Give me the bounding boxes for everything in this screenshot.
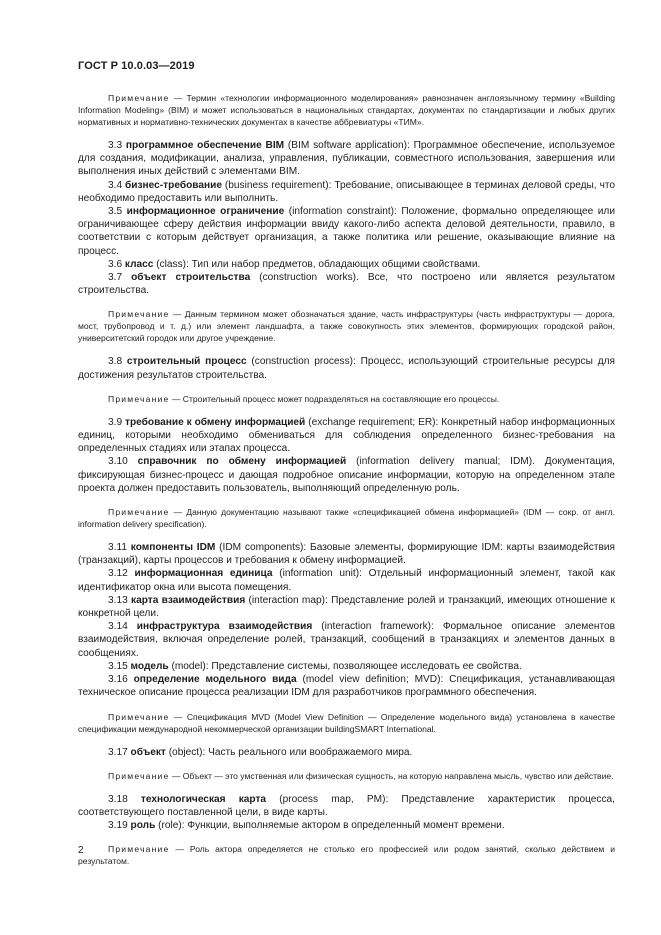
term-number: 3.19 bbox=[108, 820, 131, 832]
term-definition bbox=[78, 673, 615, 699]
term-number: 3.14 bbox=[108, 621, 137, 633]
page-number: 2 bbox=[78, 845, 84, 856]
term-definition bbox=[78, 541, 615, 567]
note-paragraph bbox=[78, 506, 615, 530]
term-name: класс bbox=[124, 258, 154, 270]
note-text: — Данную документацию называют также «спецификацией обмена информацией» (IDM — сокр. от англ. information delivery specification). bbox=[78, 507, 615, 530]
note-label: Примечание bbox=[108, 770, 170, 781]
term-definition bbox=[78, 793, 615, 819]
term-number: 3.11 bbox=[108, 542, 131, 554]
note-text: — Спецификация MVD (Model View Definition — Определение модельного вида) установлена в качестве спецификации международной некоммерческой организации buildingSMART International. bbox=[78, 711, 615, 734]
term-text: (interaction framework): Формальное описание элементов взаимодействия, включая определение ролей, транзакций, сообщений в транзакциях и элементов данных в сообщениях. bbox=[78, 621, 615, 659]
note-paragraph bbox=[78, 711, 615, 735]
term-definition bbox=[78, 416, 615, 456]
term-text: (construction works). Все, что построено или является результатом строительства. bbox=[78, 272, 615, 297]
term-name: объект bbox=[130, 746, 166, 758]
term-name: информационное ограничение bbox=[126, 206, 285, 218]
term-definition bbox=[78, 258, 615, 271]
term-definition bbox=[78, 179, 615, 205]
term-definition bbox=[78, 455, 615, 495]
term-number: 3.3 bbox=[108, 140, 126, 151]
term-name: строительный процесс bbox=[126, 356, 247, 368]
note-label: Примечание bbox=[108, 844, 170, 855]
term-text: (exchange requirement; ER): Конкретный набор информационных единиц, которыми необходимо обмениваться для соблюдения определенного бизнес-требования на определенных стадиях или этапах процесса. bbox=[78, 416, 616, 455]
note-text: — Данным термином может обозначаться здание, часть инфраструктуры (часть инфраструктуры — дорога, мост, трубопровод и т. д.) или элемент ландшафта, а также совокупность этих элементов, формирующих городской район, университетский городок или другое учреждение. bbox=[78, 309, 615, 344]
note-text: — Строительный процесс может подразделяться на составляющие его процессы. bbox=[169, 393, 500, 404]
note-text: — Объект — это умственная или физическая сущность, на которую направлена мысль, чувство или действие. bbox=[169, 770, 614, 781]
note-text: — Роль актора определяется не столько его профессией или родом занятий, сколько действием и результатом. bbox=[78, 844, 615, 867]
term-definition bbox=[78, 660, 615, 673]
term-name: определение модельного вида bbox=[133, 674, 297, 686]
term-definition bbox=[78, 355, 615, 381]
term-text: (interaction map): Представление ролей и транзакций, имеющих отношение к конкретной цели. bbox=[78, 594, 615, 620]
term-definition bbox=[78, 746, 615, 759]
term-definition bbox=[78, 620, 615, 660]
term-name: информационная единица bbox=[134, 568, 273, 580]
term-name: технологическая карта bbox=[140, 793, 267, 805]
term-definition bbox=[78, 271, 615, 297]
note-paragraph bbox=[78, 843, 615, 867]
term-number: 3.13 bbox=[108, 594, 131, 606]
note-label: Примечание bbox=[108, 393, 170, 404]
note-paragraph bbox=[78, 92, 615, 128]
term-number: 3.10 bbox=[108, 456, 138, 468]
term-name: справочник по обмену информацией bbox=[137, 456, 347, 468]
term-number: 3.16 bbox=[108, 674, 134, 686]
note-label: Примечание bbox=[108, 507, 170, 518]
term-number: 3.18 bbox=[108, 793, 141, 805]
term-name: роль bbox=[130, 820, 156, 832]
document-header: ГОСТ Р 10.0.03—2019 bbox=[78, 60, 195, 72]
term-definition bbox=[78, 819, 615, 832]
term-text: (IDM components): Базовые элементы, формирующие IDM: карты взаимодействия (транзакций), карты процессов и требования к обмену информацией. bbox=[78, 542, 615, 567]
term-text: (BIM software application): Программное обеспечение, используемое для создания, модификации, анализа, управления, публикации, совместного использования, завершения или выполнения иных действий с элементами BIM. bbox=[78, 140, 616, 178]
term-text: (role): Функции, выполняемые актором в определенный момент времени. bbox=[155, 820, 505, 832]
note-label: Примечание bbox=[108, 309, 170, 320]
term-text: (object): Часть реального или воображаемого мира. bbox=[165, 746, 413, 758]
note-label: Примечание bbox=[108, 93, 170, 103]
term-number: 3.17 bbox=[108, 746, 131, 758]
note-text: — Термин «технологии информационного моделирования» равнозначен англоязычному термину «Building Information Modeling» (BIM) и может использоваться в национальных стандартах, документах по стандартизации и любых других нормативных и нормативно-технических документах в качестве аббревиатуры «ТИМ». bbox=[78, 93, 615, 127]
term-number: 3.15 bbox=[108, 660, 131, 672]
term-definition bbox=[78, 205, 615, 258]
term-text: (model): Представление системы, позволяющее исследовать ее свойства. bbox=[168, 660, 522, 672]
note-paragraph bbox=[78, 308, 615, 344]
document-body bbox=[78, 92, 615, 878]
term-name: модель bbox=[130, 660, 169, 672]
term-text: (information unit): Отдельный информационный элемент, такой как идентификатор окна или высота помещения. bbox=[78, 568, 615, 593]
term-number: 3.6 bbox=[108, 258, 125, 270]
term-number: 3.9 bbox=[108, 416, 125, 428]
note-paragraph bbox=[78, 770, 615, 782]
term-text: (class): Тип или набор предметов, обладающих общими свойствами. bbox=[153, 258, 481, 270]
note-label: Примечание bbox=[108, 711, 170, 722]
term-text: (process map, PM): Представление характеристик процесса, соответствующего поставленной цели, в виде карты. bbox=[78, 793, 615, 818]
term-name: программное обеспечение BIM bbox=[125, 140, 285, 151]
term-name: требование к обмену информацией bbox=[124, 416, 306, 428]
term-definition bbox=[78, 594, 615, 620]
term-definition bbox=[78, 567, 615, 593]
term-text: (information constraint): Положение, формально определяющее или ограничивающее сферу действия информации ввиду какого-либо аспекта деловой деятельности, правило, в соответствии с которым действует организация, а также политика или решение, оказывающие влияние на процесс. bbox=[78, 206, 615, 257]
term-text: (model view definition; MVD): Спецификация, устанавливающая техническое описание процесса реализации IDM для разработчиков программного обеспечения. bbox=[78, 674, 615, 699]
term-name: объект строительства bbox=[131, 272, 251, 284]
term-number: 3.4 bbox=[108, 179, 126, 191]
term-number: 3.8 bbox=[108, 356, 127, 368]
term-number: 3.7 bbox=[108, 272, 132, 284]
term-number: 3.5 bbox=[108, 206, 127, 218]
term-definition bbox=[78, 139, 615, 179]
term-number: 3.12 bbox=[108, 568, 135, 580]
term-name: карта взаимодействия bbox=[131, 594, 246, 606]
term-name: инфраструктура взаимодействия bbox=[136, 621, 313, 633]
term-text: (business requirement): Требование, описывающее в терминах деловой среды, что необходимо предоставить или выполнить. bbox=[78, 179, 615, 204]
term-name: компоненты IDM bbox=[130, 542, 216, 554]
term-text: (information delivery manual; IDM). Документация, фиксирующая бизнес-процесс и дающая подробное описание информации, которую на определенном этапе проекта должен предоставить пользователь, выполняющий определенную роль. bbox=[78, 456, 615, 494]
term-name: бизнес-требование bbox=[125, 179, 222, 191]
term-text: (construction process): Процесс, использующий строительные ресурсы для достижения результатов строительства. bbox=[78, 356, 615, 381]
note-paragraph bbox=[78, 393, 615, 405]
